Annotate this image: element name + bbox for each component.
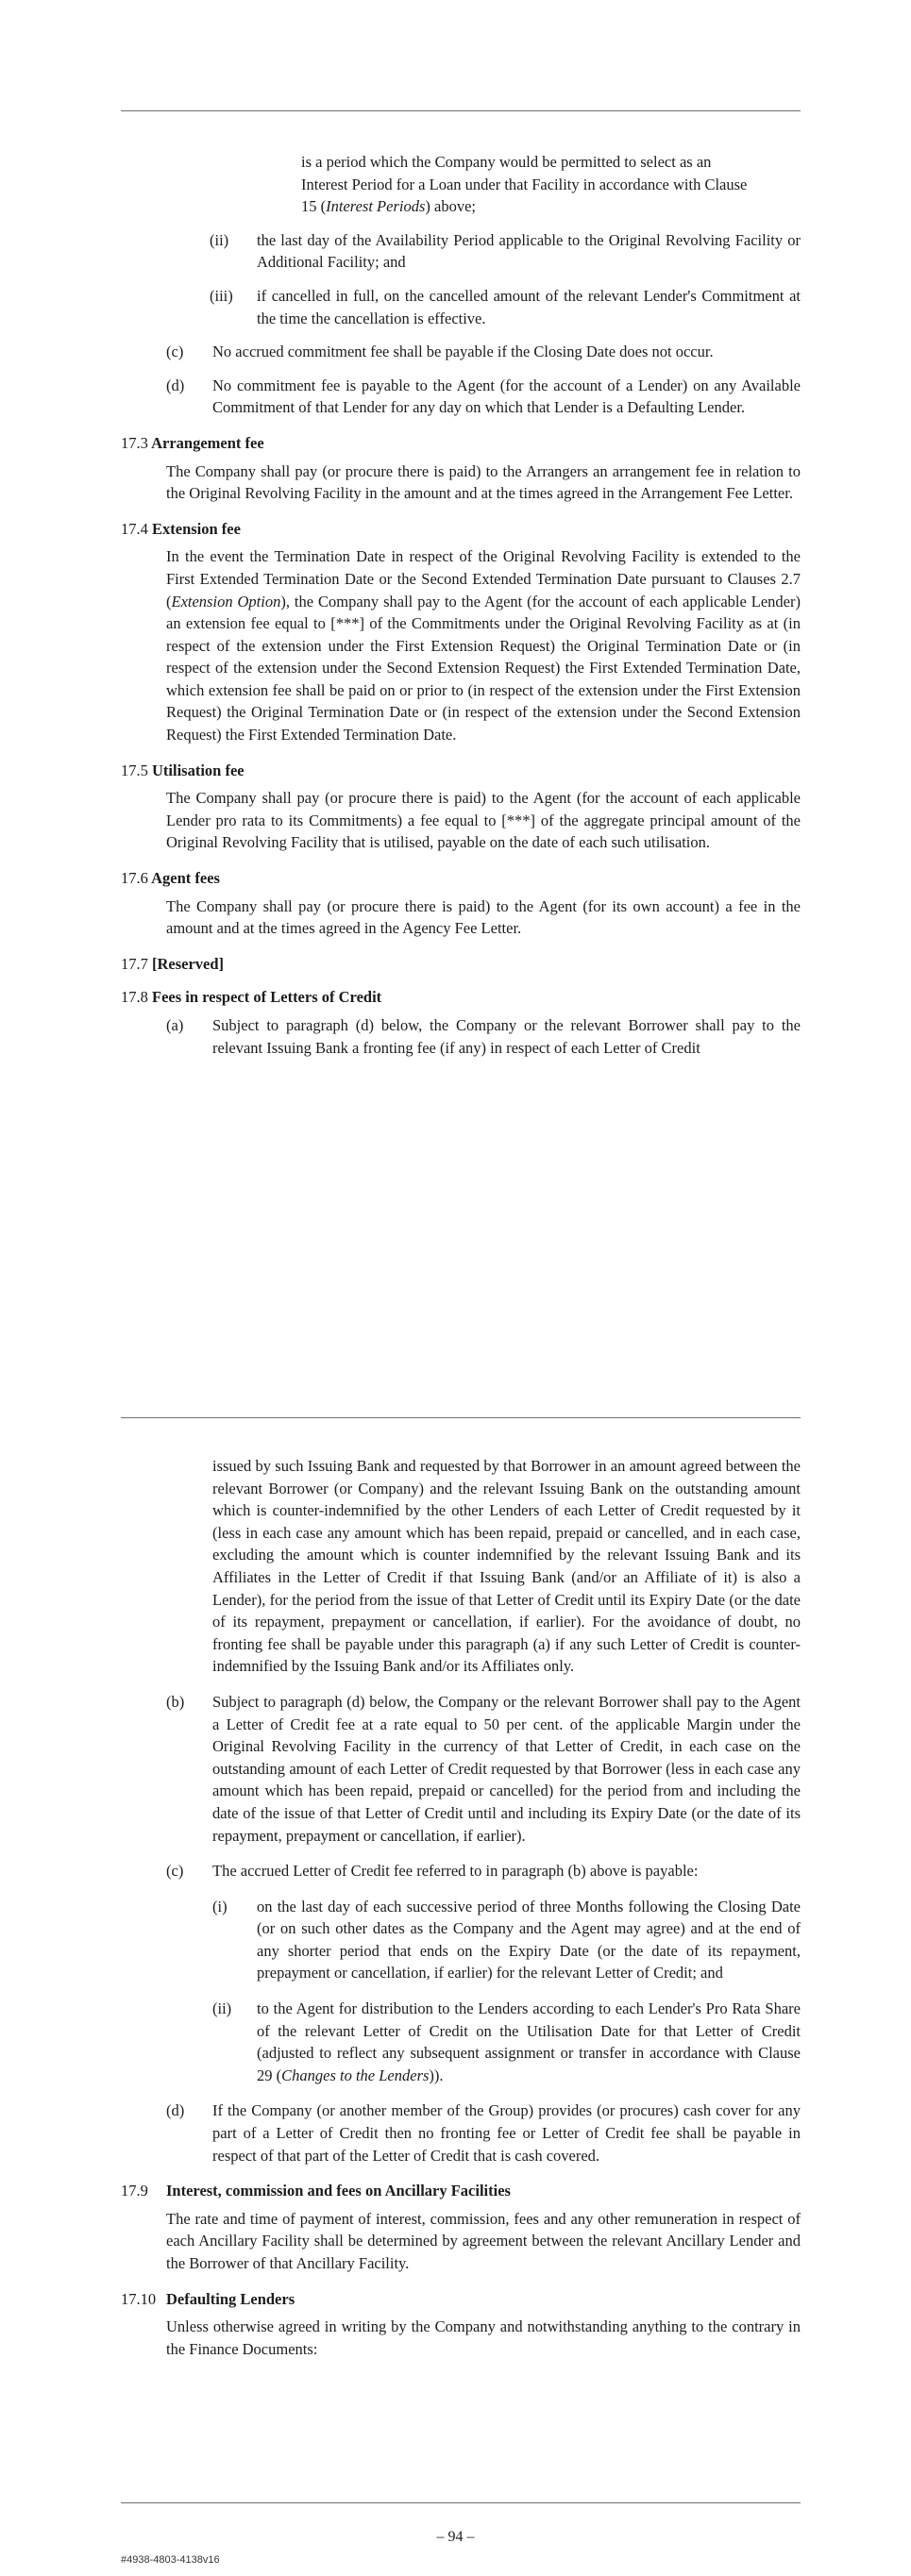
paragraph-c bbox=[121, 341, 801, 363]
paragraph-label: (d) bbox=[166, 2101, 185, 2120]
cont-line-3: 15 (Interest Periods) above; bbox=[301, 197, 476, 216]
paragraph-b bbox=[121, 1691, 801, 1847]
section-text-17-5: The Company shall pay (or procure there is paid) to the Agent (for the account of each applicable Lender pro rata to its Commitments) a fee equal to [***] of the aggregate principal amount of the Original Revolving Facility that is utilised, payable on the date of each such utilisation. bbox=[166, 789, 801, 852]
paragraph-text: Subject to paragraph (d) below, the Company or the relevant Borrower shall pay to the Agent a Letter of Credit fee at a rate equal to 50 per cent. of the applicable Margin under the Original Revolving Facility in the currency of that Letter of Credit, in each case on the outstanding amount of each Letter of Credit requested by that Borrower (less in each case any amount which has been repaid, prepaid or cancelled) for the period from and including the date of the issue of that Letter of Credit until and including its Expiry Date (or the date of its repayment, prepayment or cancellation, if earlier). bbox=[212, 1692, 801, 1845]
paragraph-a-continuation: issued by such Issuing Bank and requested by that Borrower in an amount agreed between the relevant Borrower (or Company) and the relevant Issuing Bank on the outstanding amount which is counter-indemnified by the other Lenders of each Letter of Credit requested by it (less in each case any amount which has been repaid, prepaid or cancelled, and in each case, excluding the amount which is counter indemnified by the relevant Issuing Bank and its Affiliates in the Letter of Credit if that Issuing Bank (and/or an Affiliate of it) is also a Lender), for the period from the issue of that Letter of Credit until its Expiry Date (or the date of its repayment, prepayment or cancellation, if earlier). For the avoidance of doubt, no fronting fee shall be payable under this paragraph (a) if any such Letter of Credit is counter-indemnified by the Issuing Bank and/or its Affiliates only. bbox=[212, 1457, 801, 1676]
subparagraph-text: the last day of the Availability Period applicable to the Original Revolving Facility or Additional Facility; and bbox=[257, 230, 801, 272]
subparagraph-iii bbox=[121, 285, 801, 329]
section-text-17-10: Unless otherwise agreed in writing by the Company and notwithstanding anything to the contrary in the Finance Documents: bbox=[166, 2317, 801, 2358]
section-heading-17-7: 17.7 [Reserved] bbox=[121, 954, 225, 973]
section-text-17-6: The Company shall pay (or procure there is paid) to the Agent (for its own account) a fee in the amount and at the times agreed in the Agency Fee Letter. bbox=[166, 896, 801, 938]
paragraph-label: (c) bbox=[166, 343, 184, 361]
page-footer-rule bbox=[121, 2502, 801, 2503]
section-text-17-9: The rate and time of payment of interest, commission, fees and any other remuneration in respect of each Ancillary Facility shall be determined by agreement between the relevant Ancillary Lender and the Borrower of that Ancillary Facility. bbox=[166, 2209, 801, 2272]
section-heading-17-5: 17.5 Utilisation fee bbox=[121, 761, 245, 779]
subparagraph-label: (i) bbox=[212, 1897, 228, 1915]
paragraph-text: No commitment fee is payable to the Agent (for the account of a Lender) on any Available Commitment of that Lender for any day on which that Lender is a Defaulting Lender. bbox=[212, 376, 801, 417]
section-heading-17-6: 17.6 Agent fees bbox=[121, 869, 220, 888]
section-text-17-3: The Company shall pay (or procure there is paid) to the Arrangers an arrangement fee in relation to the Original Revolving Facility in the amount and at the times agreed in the Arrangement Fee Letter. bbox=[166, 461, 801, 503]
interest-period-continuation bbox=[301, 151, 801, 218]
page-body bbox=[121, 151, 801, 1059]
subparagraph-ii bbox=[121, 1998, 801, 2086]
paragraph-text: The accrued Letter of Credit fee referred to in paragraph (b) above is payable: bbox=[212, 1862, 699, 1881]
paragraph-text: If the Company (or another member of the Group) provides (or procures) cash cover for any part of a Letter of Credit then no fronting fee or Letter of Credit fee shall be payable in respect of that part of the Letter of Credit that is cash covered. bbox=[212, 2101, 801, 2165]
paragraph-text: No accrued commitment fee shall be payable if the Closing Date does not occur. bbox=[212, 343, 714, 361]
subparagraph-text: if cancelled in full, on the cancelled amount of the relevant Lender's Commitment at the time the cancellation is effective. bbox=[257, 286, 801, 327]
cont-line-1: is a period which the Company would be permitted to select as an bbox=[301, 153, 712, 171]
subparagraph-text: on the last day of each successive period of three Months following the Closing Date (or on such other dates as the Company and the Agent may agree) and at the end of any shorter period that ends on the Expiry Date (or the date of its repayment, prepayment or cancellation, if earlier) for the relevant Letter of Credit; and bbox=[257, 1897, 801, 1982]
paragraph-a bbox=[121, 1014, 801, 1059]
paragraph-label: (a) bbox=[166, 1016, 184, 1034]
paragraph-label: (d) bbox=[166, 376, 185, 394]
section-text-17-4: In the event the Termination Date in respect of the Original Revolving Facility is extended to the First Extended Termination Date or the Second Extended Termination Date pursuant to Clauses 2.7 (Extension Option), the Company shall pay to the Agent (for the account of each applicable Lender) an extension fee equal to [***] of the Commitments under the Original Revolving Facility as at (in respect of the extension under the First Extension Request) the Original Termination Date or (in respect of the extension under the Second Extension Request) the First Extended Termination Date, which extension fee shall be paid on or prior to (in respect of the extension under the First Extension Request) the Original Termination Date or (in respect of the extension under the Second Extension Request) the First Extended Termination Date. bbox=[166, 547, 801, 744]
paragraph-label: (c) bbox=[166, 1862, 184, 1881]
page-number: – 94 – bbox=[436, 2529, 475, 2545]
page-top-rule bbox=[121, 1417, 801, 1418]
paragraph-d bbox=[121, 375, 801, 419]
section-heading-17-4: 17.4 Extension fee bbox=[121, 519, 241, 538]
subparagraph-ii bbox=[121, 229, 801, 274]
page-body bbox=[121, 1455, 801, 2360]
section-heading-17-9: 17.9 Interest, commission and fees on Ancillary Facilities bbox=[121, 2182, 511, 2200]
paragraph-d bbox=[121, 2099, 801, 2166]
paragraph-text: Subject to paragraph (d) below, the Company or the relevant Borrower shall pay to the relevant Issuing Bank a fronting fee (if any) in respect of each Letter of Credit bbox=[212, 1016, 801, 1057]
document-reference: #4938-4803-4138v16 bbox=[121, 2554, 220, 2566]
page-top-rule bbox=[121, 110, 801, 111]
subparagraph-label: (iii) bbox=[210, 286, 233, 305]
subparagraph-label: (ii) bbox=[210, 230, 229, 249]
section-heading-17-10: 17.10 Defaulting Lenders bbox=[121, 2289, 295, 2308]
paragraph-c bbox=[121, 1860, 801, 1882]
document-page-2 bbox=[0, 1406, 911, 2576]
section-heading-17-8: 17.8 Fees in respect of Letters of Credit bbox=[121, 988, 382, 1007]
subparagraph-label: (ii) bbox=[212, 1999, 232, 2018]
cont-line-2: Interest Period for a Loan under that Facility in accordance with Clause bbox=[301, 175, 748, 193]
subparagraph-text: to the Agent for distribution to the Lenders according to each Lender's Pro Rata Share of the relevant Letter of Credit on the Utilisation Date for that Letter of Credit (adjusted to reflect any subsequent assignment or transfer in accordance with Clause 29 (Changes to the Lenders)). bbox=[257, 1999, 801, 2084]
subparagraph-i bbox=[121, 1896, 801, 1984]
paragraph-label: (b) bbox=[166, 1692, 185, 1711]
section-heading-17-3: 17.3 Arrangement fee bbox=[121, 433, 264, 452]
